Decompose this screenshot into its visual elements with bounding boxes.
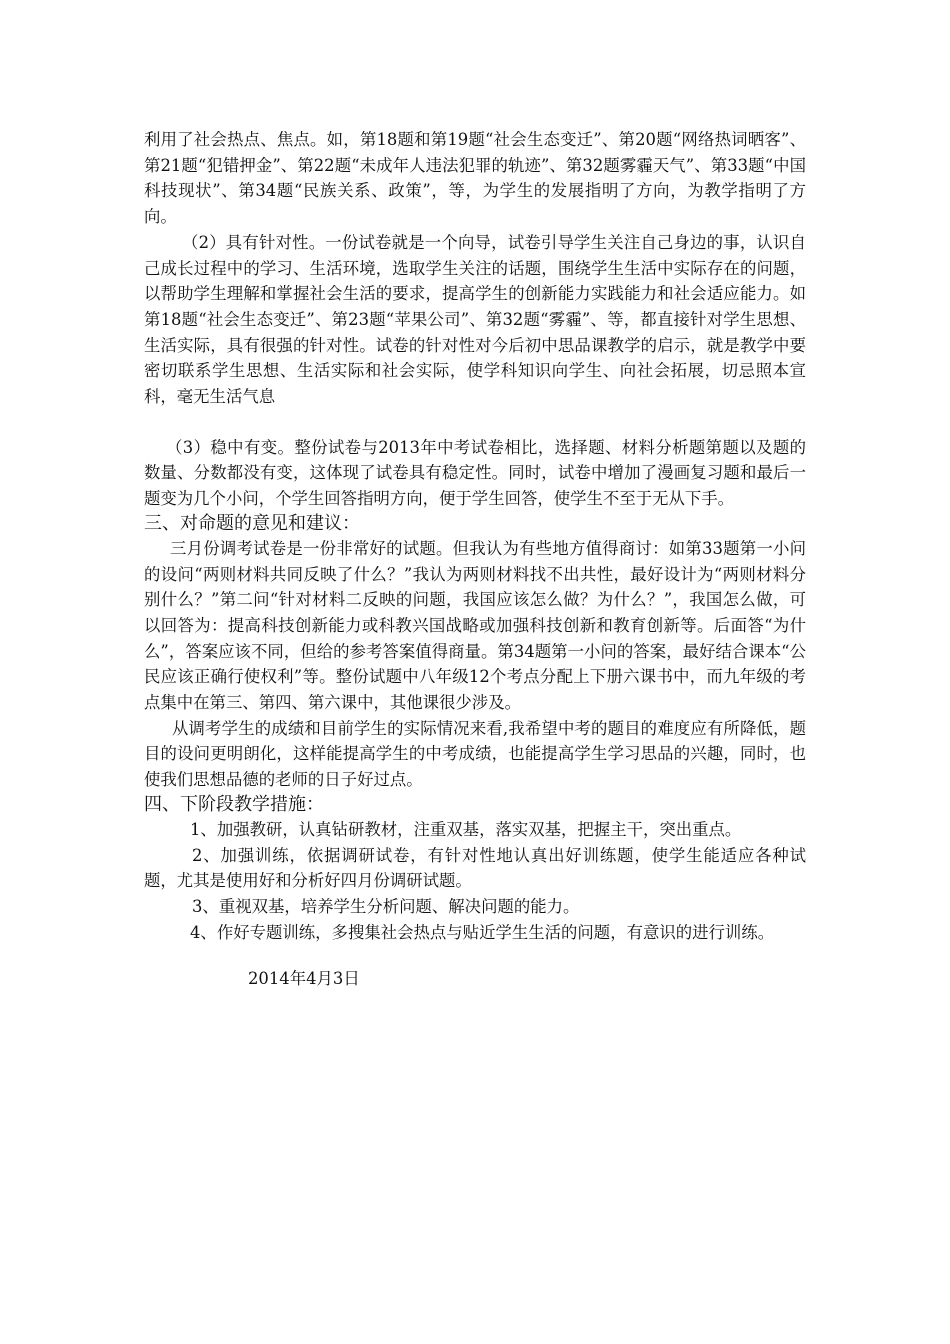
document-page <box>144 127 806 992</box>
measure-item-2: 2、加强训练，依据调研试卷，有针对性地认真出好训练题，使学生能适应各种试题，尤其是使用好和分析好四月份调研试题。 <box>144 845 806 891</box>
measure-item-3: 3、重视双基，培养学生分析问题、解决问题的能力。 <box>192 896 580 916</box>
paragraph-suggestions: 三月份调考试卷是一份非常好的试题。但我认为有些地方值得商讨：如第33题第一小问的设问“两则材料共同反映了什么？”我认为两则材料找不出共性，最好设计为“两则材料分别什么？”第二问“针对材料二反映的问题，我国应该怎么做？为什么？”，我国怎么做，可以回答为：提高科技创新能力或科教兴国战略或加强科技创新和教育创新等。后面答“为什么”，答案应该不同，但给的参考答案值得商量。第34题第一小问的答案，最好结合课本“公民应该正确行使权利”等。整份试题中八年级12个考点分配上下册六课书中，而九年级的考点集中在第三、第四、第六课中，其他课很少涉及。 <box>144 538 806 713</box>
measure-item-4: 4、作好专题训练，多搜集社会热点与贴近学生生活的问题，有意识的进行训练。 <box>190 922 775 942</box>
section-heading-suggestions: 三、对命题的意见和建议： <box>144 512 360 534</box>
blank-line <box>144 410 806 435</box>
document-date: 2014年4月3日 <box>248 969 360 989</box>
measure-item-1: 1、加强教研，认真钻研教材，注重双基，落实双基，把握主干，突出重点。 <box>190 819 742 839</box>
paragraph-stable: （3）稳中有变。整份试卷与2013年中考试卷相比，选择题、材料分析题第题以及题的数量、分数都没有变，这体现了试卷具有稳定性。同时，试卷中增加了漫画复习题和最后一题变为几个小问，个学生回答指明方向，便于学生回答，使学生不至于无从下手。 <box>144 437 806 509</box>
section-heading-measures: 四、下阶段教学措施： <box>144 793 324 815</box>
paragraph-hope: 从调考学生的成绩和目前学生的实际情况来看,我希望中考的题目的难度应有所降低，题目的设问更明朗化，这样能提高学生的中考成绩，也能提高学生学习思品的兴趣，同时，也使我们思想品德的老师的日子好过点。 <box>144 718 806 790</box>
paragraph-targeted: （2）具有针对性。一份试卷就是一个向导，试卷引导学生关注自己身边的事，认识自己成长过程中的学习、生活环境，选取学生关注的话题，围绕学生生活中实际存在的问题，以帮助学生理解和掌握社会生活的要求，提高学生的创新能力实践能力和社会适应能力。如第18题“社会生态变迁”、第23题“苹果公司”、第32题“雾霾”、等，都直接针对学生思想、生活实际，具有很强的针对性。试卷的针对性对今后初中思品课教学的启示，就是教学中要密切联系学生思想、生活实际和社会实际，使学科知识向学生、向社会拓展，切忌照本宣科，毫无生活气息 <box>144 232 806 407</box>
paragraph-hotspots: 利用了社会热点、焦点。如，第18题和第19题“社会生态变迁”、第20题“网络热词晒客”、第21题“犯错押金”、第22题“未成年人违法犯罪的轨迹”、第32题雾霾天气”、第33题“中国科技现状”、第34题“民族关系、政策”，等，为学生的发展指明了方向，为教学指明了方向。 <box>144 130 806 227</box>
